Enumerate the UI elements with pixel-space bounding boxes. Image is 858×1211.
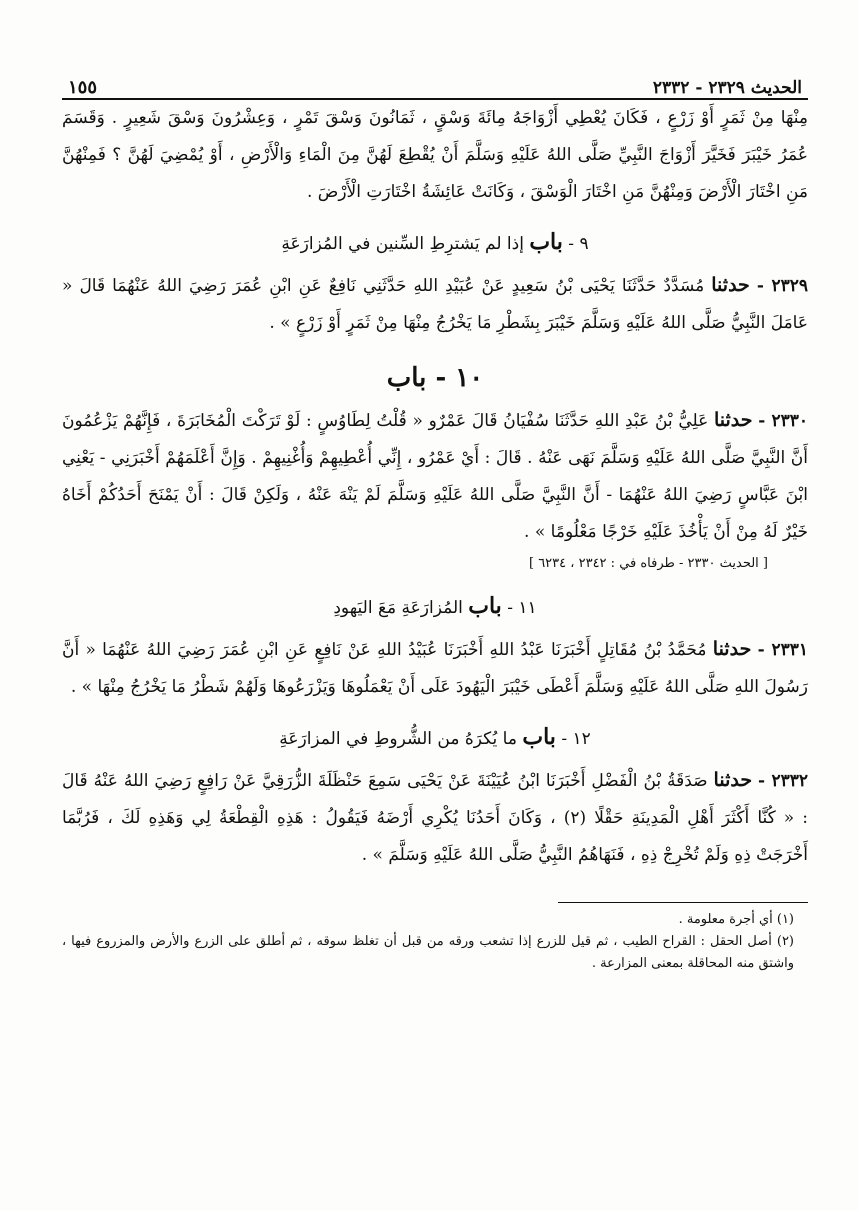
hadith-text: مُسَدَّدٌ حَدَّثَنَا يَحْيَى بْنُ سَعِيدٍ عَنْ عُبَيْدِ اللهِ حَدَّثَنِي نَافِعٌ عَنِ ابْنِ عُمَرَ رَضِيَ اللهُ عَنْهُمَا قَالَ « عَامَلَ النَّبِيُّ صَلَّى اللهُ عَلَيْهِ وَسَلَّمَ خَيْبَرَ بِشَطْرِ مَا يَخْرُجُ مِنْهَا مِنْ ثَمَرٍ أَوْ زَرْعٍ » . <box>62 276 808 333</box>
hadith-2329 <box>62 267 808 342</box>
haddathana-keyword: حدثنا <box>713 409 753 431</box>
hadith-text: عَلِيُّ بْنُ عَبْدِ اللهِ حَدَّثَنَا سُفْيَانُ قَالَ عَمْرٌو « قُلْتُ لِطَاوُسٍ : لَوْ تَرَكْتَ الْمُخَابَرَةَ ، فَإِنَّهُمْ يَزْعُمُونَ أَنَّ النَّبِيَّ صَلَّى اللهُ عَلَيْهِ وَسَلَّمَ نَهَى عَنْهُ . قَالَ : أَيْ عَمْرُو ، إِنِّي أُعْطِيهِمْ وَأُغْنِيهِمْ . وَإِنَّ أَعْلَمَهُمْ أَخْبَرَنِي - يَعْنِي ابْنَ عَبَّاسٍ رَضِيَ اللهُ عَنْهُمَا - أَنَّ النَّبِيَّ صَلَّى اللهُ عَلَيْهِ وَسَلَّمَ لَمْ يَنْهَ عَنْهُ ، وَلَكِنْ قَالَ : أَنْ يَمْنَحَ أَحَدُكُمْ أَخَاهُ خَيْرٌ لَهُ مِنْ أَنْ يَأْخُذَ عَلَيْهِ خَرْجًا مَعْلُومًا » . <box>62 411 808 542</box>
page-header <box>62 58 808 100</box>
chapter-title: المُزارَعَةِ مَعَ اليَهودِ <box>333 598 463 618</box>
intro-paragraph: مِنْهَا مِنْ ثَمَرٍ أَوْ زَرْعٍ ، فَكَانَ يُعْطِي أَزْوَاجَهُ مِائَةَ وَسْقٍ ، ثَمَانُونَ وَسْقَ تَمْرٍ ، وَعِشْرُونَ وَسْقَ شَعِيرٍ . وَقَسَمَ عُمَرُ خَيْبَرَ فَخَيَّرَ أَزْوَاجَ النَّبِيِّ صَلَّى اللهُ عَلَيْهِ وَسَلَّمَ أَنْ يُقْطِعَ لَهُنَّ مِنَ الْمَاءِ وَالْأَرْضِ ، أَوْ يُمْضِيَ لَهُنَّ ؟ فَمِنْهُنَّ مَنِ اخْتَارَ الْأَرْضَ وَمِنْهُنَّ مَنِ اخْتَارَ الْوَسْقَ ، وَكَانَتْ عَائِشَةُ اخْتَارَتِ الْأَرْضَ . <box>62 108 808 202</box>
chapter-9-heading <box>62 225 808 261</box>
haddathana-keyword: حدثنا <box>711 274 750 296</box>
hadith-2332 <box>62 762 808 874</box>
book-page <box>62 58 808 975</box>
haddathana-keyword: حدثنا <box>713 769 753 791</box>
chapter-number: ١١ - <box>507 598 537 618</box>
chapter-bab-label: باب <box>529 229 563 255</box>
hadith-number: ٢٣٣٢ - <box>758 771 809 791</box>
hadith-2330 <box>62 402 808 551</box>
chapter-number: ١٢ - <box>561 729 591 749</box>
chapter-bab-label: باب <box>468 593 502 619</box>
footnote-1: (١) أي أجرة معلومة . <box>678 912 794 927</box>
hadith-2331 <box>62 631 808 706</box>
chapter-number: ٩ - <box>568 234 589 254</box>
hadith-crossref: [ الحديث ٢٣٣٠ - طرفاه في : ٢٣٤٢ ، ٦٢٣٤ ] <box>528 556 768 571</box>
hadith-number: ٢٣٣٠ - <box>758 411 809 431</box>
chapter-11-heading <box>62 589 808 625</box>
chapter-title: إذا لم يَشترِطِ السِّنين في المُزارَعَةِ <box>281 234 524 254</box>
chapter-bab-label: باب <box>522 724 556 750</box>
footnote-divider <box>558 902 808 903</box>
page-number: ١٥٥ <box>68 77 98 98</box>
hadith-text: صَدَقَةُ بْنُ الْفَضْلِ أَخْبَرَنَا ابْنُ عُيَيْنَةَ عَنْ يَحْيَى سَمِعَ حَنْظَلَةَ الزُّرَقِيَّ عَنْ رَافِعٍ رَضِيَ اللهُ عَنْهُ قَالَ : « كُنَّا أَكْثَرَ أَهْلِ الْمَدِينَةِ حَقْلًا (٢) ، وَكَانَ أَحَدُنَا يُكْرِي أَرْضَهُ فَيَقُولُ : هَذِهِ الْقِطْعَةُ لِي وَهَذِهِ لَكَ ، فَرُبَّمَا أَخْرَجَتْ ذِهِ وَلَمْ تُخْرِجْ ذِهِ ، فَنَهَاهُمُ النَّبِيُّ صَلَّى اللهُ عَلَيْهِ وَسَلَّمَ » . <box>62 771 809 865</box>
footnote-2: (٢) أصل الحقل : القراح الطيب ، ثم قيل للزرع إذا تشعب ورقه من قبل أن تغلظ سوقه ، ثم أطلق على الزرع والأرض والمزروع فيها ، واشتق منه المحاقلة بمعنى المزارعة . <box>62 934 794 971</box>
chapter-12-heading <box>62 720 808 756</box>
hadith-number: ٢٣٢٩ - <box>756 276 808 296</box>
hadith-number: ٢٣٣١ - <box>757 640 808 660</box>
chapter-10-heading: ١٠ - باب <box>386 363 484 393</box>
running-title: الحديث ٢٣٢٩ - ٢٣٣٢ <box>652 78 802 98</box>
chapter-title: ما يُكرَهُ من الشُّروطِ في المزارَعَةِ <box>279 729 517 749</box>
haddathana-keyword: حدثنا <box>712 638 752 660</box>
hadith-text: مُحَمَّدُ بْنُ مُقَاتِلٍ أَخْبَرَنَا عَبْدُ اللهِ أَخْبَرَنَا عُبَيْدُ اللهِ عَنْ نَافِعٍ عَنِ ابْنِ عُمَرَ رَضِيَ اللهُ عَنْهُمَا « أَنَّ رَسُولَ اللهِ صَلَّى اللهُ عَلَيْهِ وَسَلَّمَ أَعْطَى خَيْبَرَ الْيَهُودَ عَلَى أَنْ يَعْمَلُوهَا وَيَزْرَعُوهَا وَلَهُمْ شَطْرُ مَا يَخْرُجُ مِنْهَا » . <box>62 640 808 697</box>
